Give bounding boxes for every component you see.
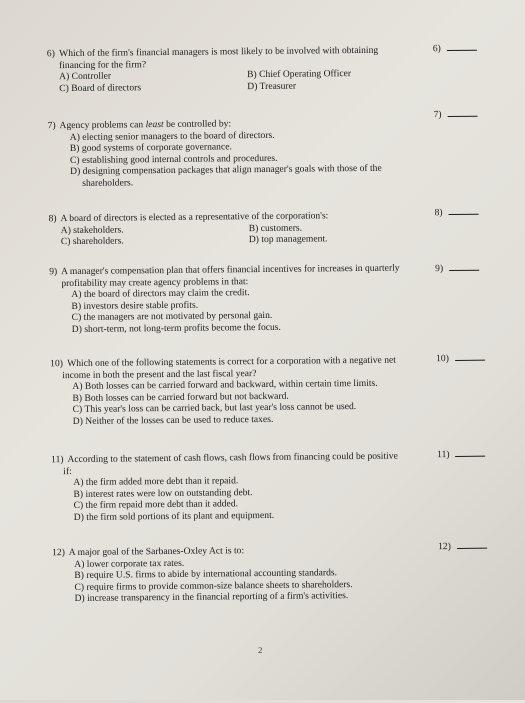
- question-stem: A major goal of the Sarbanes-Oxley Act is to:: [68, 545, 245, 559]
- question-9: [49, 262, 450, 336]
- option-b[interactable]: B) customers.: [248, 222, 303, 234]
- question-number: 11): [51, 454, 64, 466]
- question-11: [51, 450, 452, 524]
- option-b[interactable]: B) interest rates were low on outstanding debt.: [73, 486, 253, 500]
- option-a[interactable]: A) the board of directors may claim the credit.: [71, 287, 250, 301]
- answer-blank-10[interactable]: 10): [436, 352, 485, 365]
- option-d[interactable]: D) short-term, not long-term profits become the focus.: [71, 321, 281, 335]
- option-a[interactable]: A) electing senior managers to the board of directors.: [69, 129, 275, 143]
- question-12: [52, 543, 453, 605]
- question-stem-cont: financing for the firm?: [58, 58, 147, 71]
- answer-blank-11[interactable]: 11): [437, 448, 486, 461]
- option-d[interactable]: D) Neither of the losses can be used to reduce taxes.: [72, 413, 274, 427]
- options-grid: [49, 221, 449, 248]
- option-b[interactable]: B) Chief Operating Officer: [247, 68, 352, 81]
- option-c[interactable]: C) This year's loss can be carried back, but last year's loss cannot be used.: [72, 401, 357, 416]
- answer-blank-8[interactable]: 8): [435, 206, 479, 219]
- options-list: [51, 473, 451, 524]
- question-number: 6): [46, 48, 55, 60]
- question-stem-after: be controlled by:: [166, 118, 232, 130]
- options-list: [50, 377, 450, 428]
- question-stem-cont: if:: [63, 465, 72, 477]
- question-stem: Which of the firm's financial managers is most likely to be involved with obtaining: [59, 44, 379, 60]
- option-a[interactable]: A) the firm added more debt than it repaid.: [73, 475, 239, 489]
- option-c[interactable]: C) the managers are not motivated by personal gain.: [71, 310, 273, 324]
- option-a[interactable]: A) Both losses can be carried forward and backward, within certain time limits.: [72, 377, 378, 393]
- question-stem: Which one of the following statements is correct for a corporation with a negative net: [67, 354, 396, 370]
- question-stem-emphasis: least: [145, 119, 164, 131]
- question-stem-cont: profitability may create agency problems in that:: [61, 275, 249, 289]
- page-number: 2: [258, 645, 263, 656]
- option-c[interactable]: C) establishing good internal controls and procedures.: [69, 152, 278, 166]
- question-stem: A manager's compensation plan that offers financial incentives for increases in quarterly: [60, 262, 400, 278]
- option-c[interactable]: C) require firms to provide common-size balance sheets to shareholders.: [74, 578, 353, 593]
- answer-blank-6[interactable]: 6): [433, 42, 477, 55]
- option-d[interactable]: D) Treasurer: [247, 80, 297, 92]
- option-c[interactable]: C) shareholders.: [60, 235, 124, 248]
- question-stem-cont: income in both the present and the last fiscal year?: [62, 367, 257, 381]
- option-d[interactable]: D) top management.: [248, 233, 328, 246]
- option-d[interactable]: D) increase transparency in the financial reporting of a firm's activities.: [74, 590, 349, 605]
- question-stem: A board of directors is elected as a representative of the corporation's:: [60, 210, 329, 225]
- option-d-cont: shareholders.: [82, 177, 134, 189]
- options-list: [49, 285, 449, 336]
- question-stem: According to the statement of cash flows, cash flows from financing could be positive: [67, 450, 398, 466]
- option-b[interactable]: B) good systems of corporate governance.: [69, 141, 232, 155]
- option-d[interactable]: D) the firm sold portions of its plant and equipment.: [73, 509, 275, 523]
- option-a[interactable]: A) Controller: [59, 70, 112, 83]
- question-number: 9): [49, 266, 58, 278]
- option-d[interactable]: D) designing compensation packages that align manager's goals with those of the: [70, 163, 382, 178]
- options-list: [48, 128, 449, 190]
- question-stem: Agency problems can: [59, 119, 144, 132]
- question-6: [47, 44, 447, 95]
- option-a[interactable]: A) stakeholders.: [60, 224, 124, 236]
- answer-blank-9[interactable]: 9): [435, 262, 479, 275]
- question-10: [50, 354, 451, 428]
- option-a[interactable]: A) lower corporate tax rates.: [74, 557, 185, 570]
- option-b[interactable]: B) require U.S. firms to abide by international accounting standards.: [74, 567, 338, 582]
- option-b[interactable]: B) investors desire stable profits.: [71, 299, 199, 312]
- question-8: [49, 209, 449, 248]
- question-7: [48, 116, 449, 190]
- option-c[interactable]: C) Board of directors: [59, 82, 142, 94]
- options-grid: [47, 67, 447, 94]
- answer-blank-12[interactable]: 12): [438, 540, 487, 553]
- option-c[interactable]: C) the firm repaid more debt than it added.: [73, 498, 239, 512]
- question-number: 8): [48, 213, 57, 225]
- question-number: 7): [47, 120, 56, 132]
- question-number: 12): [52, 547, 65, 559]
- question-number: 10): [50, 358, 63, 370]
- answer-blank-7[interactable]: 7): [433, 108, 477, 121]
- option-b[interactable]: B) Both losses can be carried forward but not backward.: [72, 390, 289, 404]
- options-list: [52, 555, 452, 606]
